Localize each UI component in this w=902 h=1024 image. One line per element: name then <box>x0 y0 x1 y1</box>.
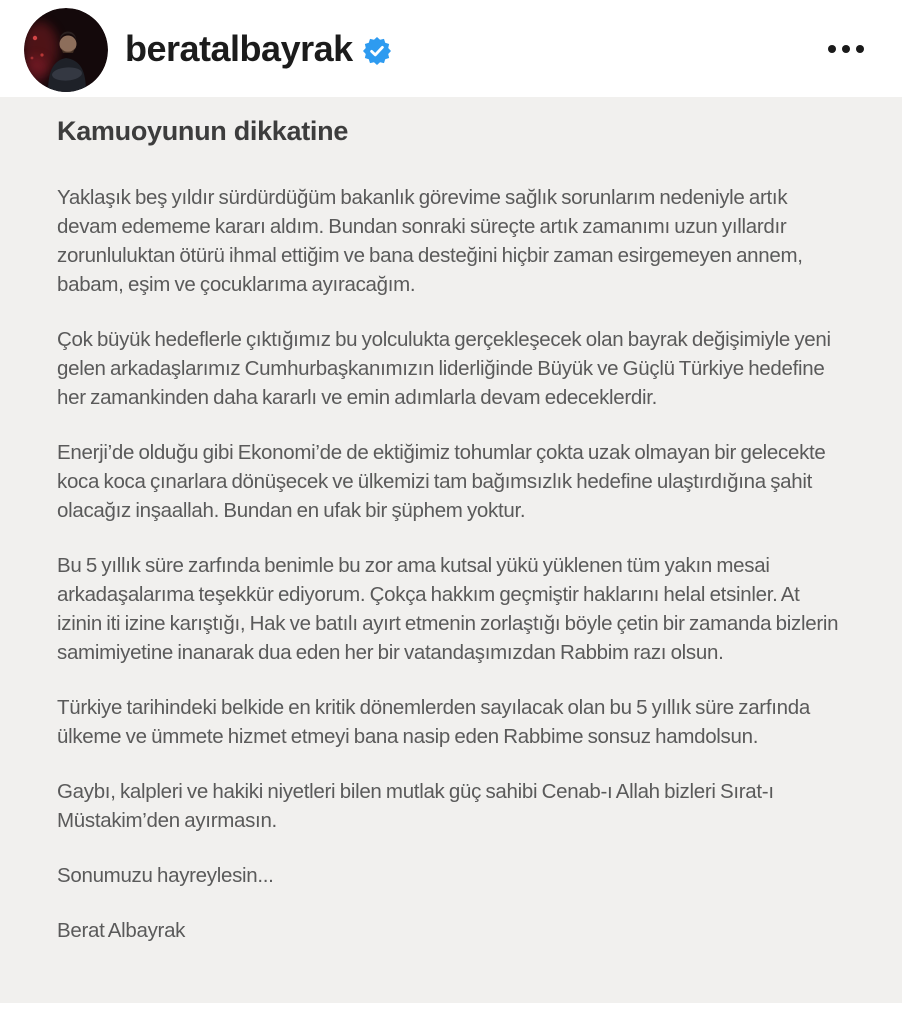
statement-paragraph: Çok büyük hedeflerle çıktığımız bu yolculukta gerçekleşecek olan bayrak değişimiyle yeni gelen arkadaşlarımız Cumhurbaşkanımızın liderliğinde Büyük ve Güçlü Türkiye hedefine her zamankinden daha kararlı ve emin adımlarla devam edeceklerdir. <box>57 328 831 409</box>
username[interactable]: beratalbayrak <box>125 27 353 69</box>
post-header <box>0 0 902 97</box>
statement-paragraph: Sonumuzu hayreylesin... <box>57 864 274 887</box>
statement-paragraph: Bu 5 yıllık süre zarfında benimle bu zor ama kutsal yükü yüklenen tüm yakın mesai arkadaşalarıma teşekkür ediyorum. Çokça hakkım geçmiştir haklarını helal etsinler. At izinin iti izine karıştığı, Hak ve batılı ayırt etmenin zorlaştığı böyle çetin bir zamanda bizlerin samimiyetine inanarak dua eden her bir vatandaşımızdan Rabbim razı olsun. <box>57 554 839 664</box>
menu-dot-icon <box>856 45 864 53</box>
profile-photo-icon <box>24 8 108 92</box>
bottom-spacer <box>0 1003 902 1024</box>
post-image[interactable] <box>0 97 902 1003</box>
statement-paragraph: Yaklaşık beş yıldır sürdürdüğüm bakanlık görevime sağlık sorunlarım nedeniyle artık devam edememe kararı aldım. Bundan sonraki süreçte artık zamanımı uzun yıllardır zorunluluktan ötürü ihmal ettiğim ve bana desteğini hiçbir zaman esirgemeyen annem, babam, eşim ve çocuklarıma ayıracağım. <box>57 186 803 296</box>
statement-paragraph: Türkiye tarihindeki belkide en kritik dönemlerden sayılacak olan bu 5 yıllık süre zarfında ülkeme ve ümmete hizmet etmeyi bana nasip eden Rabbime sonsuz hamdolsun. <box>57 696 810 748</box>
more-options-button[interactable] <box>822 35 870 63</box>
avatar[interactable] <box>24 8 108 92</box>
statement-paragraph: Enerji’de olduğu gibi Ekonomi’de de ektiğimiz tohumlar çokta uzak olmayan bir gelecekte koca koca çınarlara dönüşecek ve ülkemizi tam bağımsızlık hedefine ulaştırdığına şahit olacağız inşaallah. Bundan en ufak bir şüphem yoktur. <box>57 441 826 522</box>
signature: Berat Albayrak <box>57 919 186 942</box>
verified-badge-icon <box>363 37 391 65</box>
statement-title: Kamuoyunun dikkatine <box>57 116 349 146</box>
statement-paragraph: Gaybı, kalpleri ve hakiki niyetleri bilen mutlak güç sahibi Cenab-ı Allah bizleri Sırat-ı Müstakim’den ayırmasın. <box>57 780 774 832</box>
menu-dot-icon <box>828 45 836 53</box>
menu-dot-icon <box>842 45 850 53</box>
